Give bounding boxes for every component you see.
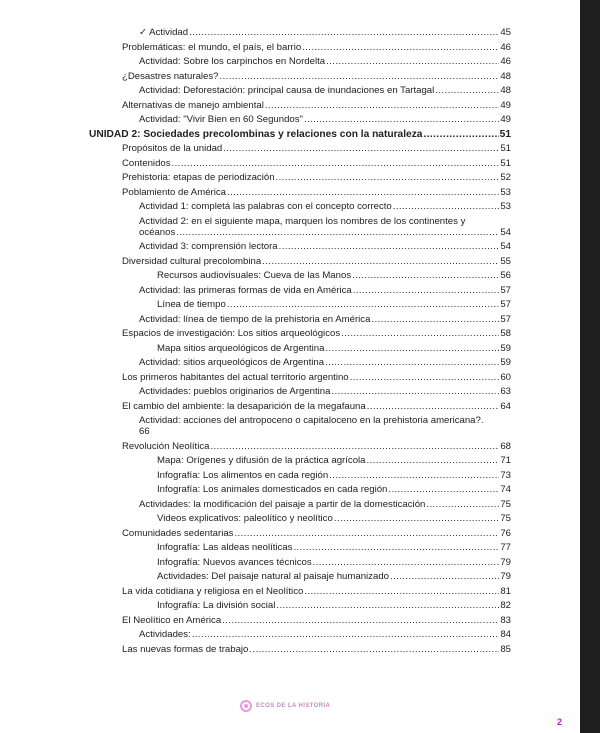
toc-entry[interactable] xyxy=(122,172,511,183)
dot-leader xyxy=(222,615,499,626)
toc-page-number: 54 xyxy=(500,241,511,252)
dot-leader xyxy=(249,644,499,655)
toc-entry-label: Infografía: La división social xyxy=(157,600,276,611)
toc-entry-label: Actividad 2: en el siguiente mapa, marquen los nombres de los continentes y xyxy=(139,215,466,227)
toc-entry-label: Comunidades sedentarias xyxy=(122,527,234,539)
toc-entry[interactable] xyxy=(157,455,511,466)
toc-entry-label: Contenidos xyxy=(122,157,171,169)
toc-page-number: 75 xyxy=(500,498,511,510)
toc-page-number: 77 xyxy=(500,542,511,553)
toc-entry-label: Actividades: la modificación del paisaje a partir de la domesticación xyxy=(139,498,426,510)
page-number: 2 xyxy=(557,717,563,727)
toc-entry-label: Mapa sitios arqueológicos de Argentina xyxy=(157,342,325,354)
toc-entry[interactable] xyxy=(157,270,511,281)
logo-text: ECOS DE LA HISTORIA xyxy=(256,703,331,709)
viewer-side-rail xyxy=(580,0,600,733)
toc-page-number: 57 xyxy=(500,284,511,296)
toc-entry-label: Prehistoria: etapas de periodización xyxy=(122,172,275,183)
toc-entry[interactable] xyxy=(122,256,511,267)
toc-entry[interactable] xyxy=(122,644,511,655)
toc-page-number: 63 xyxy=(500,386,511,397)
toc-page-number: 51 xyxy=(499,128,511,140)
toc-entry-label: Videos explicativos: paleolítico y neolítico xyxy=(157,513,333,524)
toc-entry-label: El cambio del ambiente: la desaparición de la megafauna xyxy=(122,400,366,412)
toc-entry-label: La vida cotidiana y religiosa en el Neolítico xyxy=(122,585,304,597)
toc-entry[interactable] xyxy=(122,71,511,82)
toc-entry-label: Poblamiento de América xyxy=(122,186,226,198)
toc-entry-label: Las nuevas formas de trabajo xyxy=(122,643,249,655)
toc-page-number: 82 xyxy=(500,600,511,611)
toc-entry-label: Espacios de investigación: Los sitios arqueológicos xyxy=(122,328,341,339)
toc-entry[interactable] xyxy=(139,241,511,252)
dot-leader xyxy=(352,270,499,281)
dot-leader xyxy=(176,227,499,238)
dot-leader xyxy=(262,256,499,267)
dot-leader xyxy=(390,571,499,582)
toc-page-number: 48 xyxy=(500,85,511,96)
toc-entry[interactable] xyxy=(157,299,511,310)
toc-page-number: 64 xyxy=(500,400,511,412)
toc-entry-label: Actividad: "Vivir Bien en 60 Segundos" xyxy=(139,114,303,125)
toc-page-number: 56 xyxy=(500,270,511,281)
dot-leader xyxy=(325,357,499,368)
toc-entry-label: Infografía: Las aldeas neolíticas xyxy=(157,542,293,553)
toc-entry-label: Mapa: Orígenes y difusión de la práctica agrícola xyxy=(157,455,366,466)
dot-leader xyxy=(276,600,499,611)
toc-entry-label: Actividad: Deforestación: principal causa de inundaciones en Tartagal xyxy=(139,85,435,96)
dot-leader xyxy=(276,172,500,183)
dot-leader xyxy=(210,441,499,452)
toc-entry-label: Problemáticas: el mundo, el país, el barrio xyxy=(122,41,302,53)
dot-leader xyxy=(172,158,500,169)
toc-page-number: 46 xyxy=(500,41,511,53)
toc-entry-label: UNIDAD 2: Sociedades precolombinas y relaciones con la naturaleza xyxy=(89,128,423,140)
dot-leader xyxy=(302,42,499,53)
toc-page-number: 57 xyxy=(500,299,511,310)
toc-page-number: 83 xyxy=(500,614,511,626)
toc-entry-label: Actividades: xyxy=(139,629,191,640)
toc-entry[interactable] xyxy=(139,499,511,510)
toc-page-number: 74 xyxy=(500,484,511,495)
toc-entry[interactable] xyxy=(122,328,511,339)
toc-entry-label: Los primeros habitantes del actual territorio argentino xyxy=(122,371,349,383)
dot-leader xyxy=(353,285,500,296)
dot-leader xyxy=(227,299,500,310)
toc-entry[interactable] xyxy=(122,42,511,53)
toc-page-number: 84 xyxy=(500,629,511,640)
toc-entry[interactable] xyxy=(157,484,511,495)
toc-page-number: 51 xyxy=(500,143,511,154)
dot-leader xyxy=(326,56,499,67)
dot-leader xyxy=(329,470,499,481)
dot-leader xyxy=(334,513,500,524)
dot-leader xyxy=(304,114,499,125)
toc-entry[interactable] xyxy=(139,386,511,397)
toc-entry[interactable] xyxy=(122,401,511,412)
dot-leader xyxy=(325,343,499,354)
toc-page-number: 49 xyxy=(500,99,511,111)
toc-entry[interactable] xyxy=(122,187,511,198)
toc-page-number: 57 xyxy=(500,313,511,325)
toc-entry-label: Infografía: Los animales domesticados en cada región xyxy=(157,484,388,495)
toc-page-number: 45 xyxy=(500,27,511,38)
toc-entry[interactable] xyxy=(157,600,511,611)
toc-page-number: 76 xyxy=(500,527,511,539)
toc-page-number: 59 xyxy=(500,342,511,354)
toc-page-number: 59 xyxy=(500,357,511,368)
toc-page-number: 53 xyxy=(500,186,511,198)
dot-leader xyxy=(350,372,500,383)
toc-entry-label: Actividad 1: completá las palabras con el concepto correcto xyxy=(139,201,392,212)
dot-leader xyxy=(192,629,500,640)
toc-entry-label: Propósitos de la unidad xyxy=(122,143,223,154)
dot-leader xyxy=(367,455,500,466)
toc-page-number: 71 xyxy=(500,455,511,466)
dot-leader xyxy=(435,85,499,96)
toc-page-number: 73 xyxy=(500,469,511,481)
toc-entry-label: Actividad 3: comprensión lectora xyxy=(139,241,278,252)
toc-entry-label: Infografía: Los alimentos en cada región xyxy=(157,469,329,481)
toc-entry-label: Actividad: línea de tiempo de la prehistoria en América xyxy=(139,313,371,325)
toc-entry[interactable] xyxy=(122,441,511,452)
toc-entry-label: Recursos audiovisuales: Cueva de las Manos xyxy=(157,270,352,281)
toc-entry[interactable] xyxy=(122,143,511,154)
toc-entry[interactable] xyxy=(139,629,511,640)
toc-page-number: 79 xyxy=(500,556,511,568)
dot-leader xyxy=(227,187,499,198)
toc-entry[interactable] xyxy=(157,571,511,582)
toc-entry-label: Actividad: las primeras formas de vida en América xyxy=(139,284,352,296)
toc-entry-label: Actividades: pueblos originarios de Argentina xyxy=(139,386,331,397)
toc-page-number: 54 xyxy=(500,226,511,238)
toc-entry[interactable] xyxy=(157,343,511,354)
toc-entry[interactable] xyxy=(139,285,511,296)
toc-page-number: 49 xyxy=(500,114,511,125)
toc-entry[interactable] xyxy=(157,513,511,524)
toc-page-number: 85 xyxy=(500,643,511,655)
toc-entry-label: Alternativas de manejo ambiental xyxy=(122,99,264,111)
toc-entry[interactable] xyxy=(139,357,511,368)
dot-leader xyxy=(279,241,500,252)
dot-leader xyxy=(393,201,500,212)
toc-entry-label: Revolución Neolítica xyxy=(122,440,210,452)
toc-entry[interactable] xyxy=(122,586,511,597)
dot-leader xyxy=(293,542,499,553)
toc-entry[interactable] xyxy=(122,100,511,111)
toc-entry[interactable] xyxy=(139,27,511,38)
toc-entry-label: 66 xyxy=(139,426,150,437)
dot-leader xyxy=(388,484,499,495)
dot-leader xyxy=(371,314,499,325)
dot-leader xyxy=(367,401,500,412)
toc-page-number: 53 xyxy=(500,201,511,212)
dot-leader xyxy=(341,328,499,339)
toc-page-number: 68 xyxy=(500,440,511,452)
toc-entry-label: El Neolítico en América xyxy=(122,614,222,626)
toc-page-number: 75 xyxy=(500,513,511,524)
dot-leader xyxy=(265,100,499,111)
toc-entry-label: Línea de tiempo xyxy=(157,299,226,310)
toc-entry-label: océanos xyxy=(139,226,176,238)
toc-page-number: 51 xyxy=(500,157,511,169)
toc-unit-heading[interactable] xyxy=(89,129,511,140)
toc-page-number: 81 xyxy=(500,585,511,597)
toc-entry[interactable] xyxy=(139,426,511,437)
toc-entry[interactable] xyxy=(157,542,511,553)
toc-page-number: 48 xyxy=(500,70,511,82)
dot-leader xyxy=(223,143,499,154)
toc-entry-label: Actividad: sitios arqueológicos de Argentina xyxy=(139,357,325,368)
toc-entry-label: Diversidad cultural precolombina xyxy=(122,255,262,267)
toc-entry[interactable] xyxy=(139,56,511,67)
dot-leader xyxy=(423,129,498,140)
toc-page-number: 58 xyxy=(500,328,511,339)
toc-entry[interactable] xyxy=(122,158,511,169)
toc-entry[interactable] xyxy=(122,615,511,626)
toc-entry-label: Actividad: acciones del antropoceno o capitaloceno en la prehistoria americana?. xyxy=(139,415,484,426)
dot-leader xyxy=(234,528,499,539)
toc-page-number: 60 xyxy=(500,371,511,383)
dot-leader xyxy=(313,557,500,568)
toc-entry[interactable] xyxy=(122,528,511,539)
toc-entry[interactable] xyxy=(139,85,511,96)
dot-leader xyxy=(189,27,499,38)
toc-entry[interactable] xyxy=(139,114,511,125)
toc-entry[interactable] xyxy=(139,227,511,238)
dot-leader xyxy=(331,386,499,397)
toc-entry-label: Infografía: Nuevos avances técnicos xyxy=(157,556,312,568)
footer-logo xyxy=(240,700,330,712)
toc-entry[interactable] xyxy=(139,314,511,325)
toc-entry[interactable] xyxy=(157,557,511,568)
toc-entry-label: Actividad: Sobre los carpinchos en Nordelta xyxy=(139,56,326,67)
dot-leader xyxy=(220,71,500,82)
toc-page-number: 52 xyxy=(500,172,511,183)
toc-page-number: 55 xyxy=(500,255,511,267)
toc-entry[interactable] xyxy=(122,372,511,383)
toc-page-number: 46 xyxy=(500,56,511,67)
dot-leader xyxy=(304,586,499,597)
toc-entry-label: ¿Desastres naturales? xyxy=(122,70,219,82)
toc-page-number: 79 xyxy=(500,571,511,582)
toc-entry[interactable] xyxy=(139,201,511,212)
logo-icon xyxy=(240,700,252,712)
dot-leader xyxy=(426,499,499,510)
toc-entry[interactable] xyxy=(157,470,511,481)
toc-entry-label: ✓ Actividad xyxy=(139,27,189,38)
toc-entry-label: Actividades: Del paisaje natural al paisaje humanizado xyxy=(157,571,389,582)
